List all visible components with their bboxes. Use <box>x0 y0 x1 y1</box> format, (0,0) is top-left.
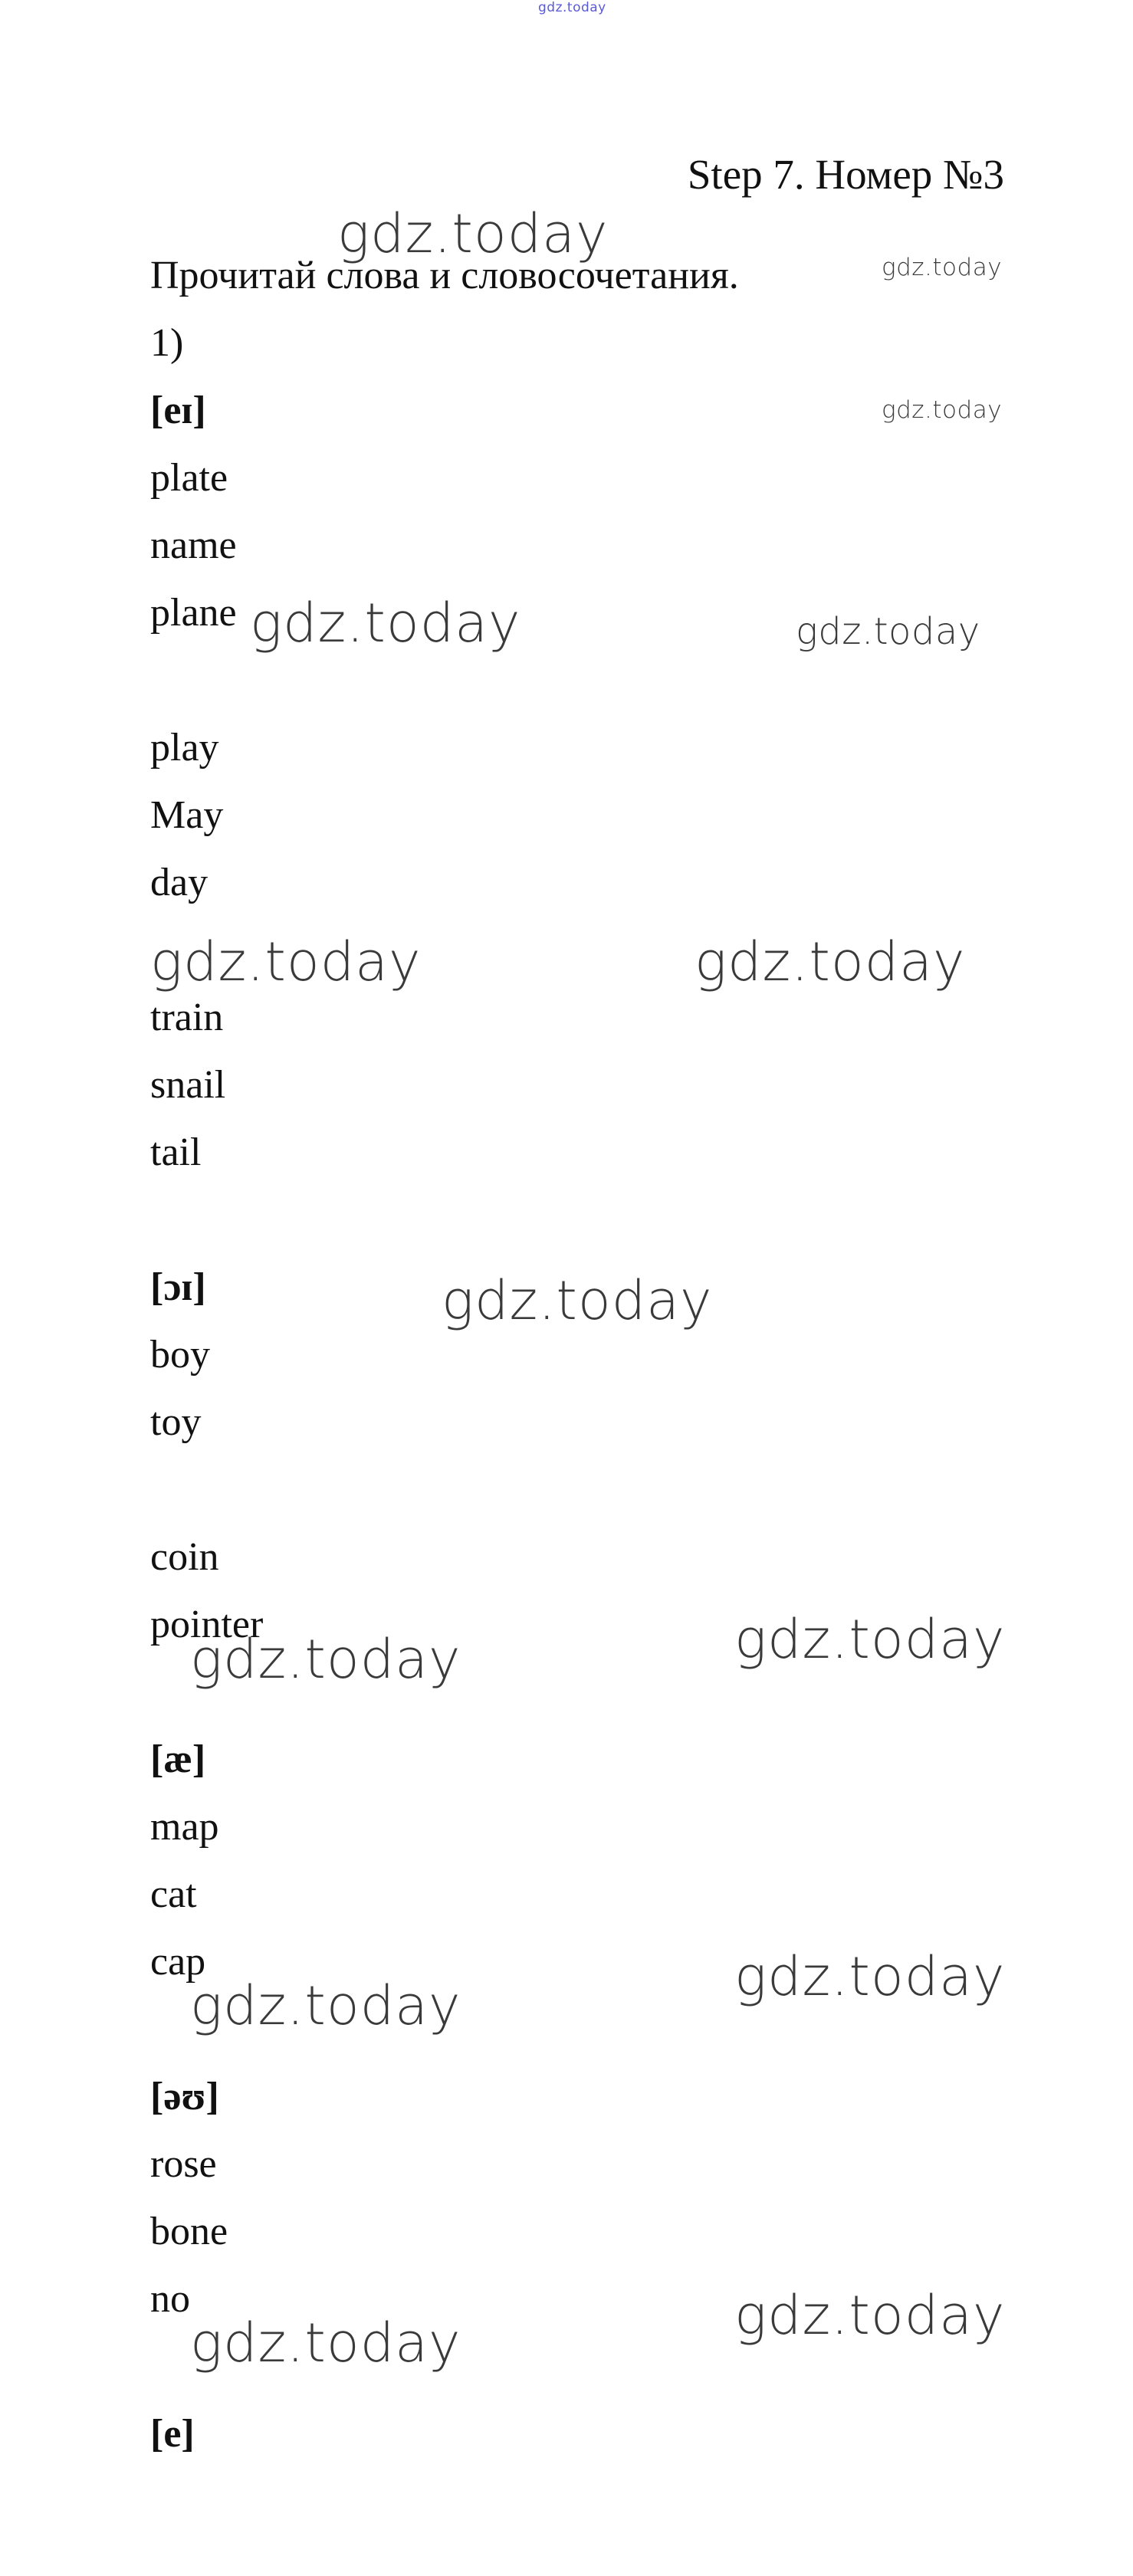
watermark: gdz.today <box>190 1628 461 1691</box>
word-plate: plate <box>150 456 228 500</box>
sound-heading-e: [e] <box>150 2412 195 2456</box>
watermark: gdz.today <box>882 396 1003 424</box>
watermark: gdz.today <box>442 1269 713 1332</box>
instruction-text: Прочитай слова и словосочетания. <box>150 254 739 297</box>
word-map: map <box>150 1805 219 1849</box>
word-cap: cap <box>150 1940 206 1984</box>
watermark: gdz.today <box>150 930 422 993</box>
watermark: gdz.today <box>882 254 1003 281</box>
watermark: gdz.today <box>734 1945 1006 2008</box>
word-boy: boy <box>150 1333 210 1377</box>
word-rose: rose <box>150 2142 217 2186</box>
word-pointer: pointer <box>150 1603 264 1646</box>
top-watermark: gdz.today <box>538 0 606 15</box>
watermark: gdz.today <box>190 2312 461 2374</box>
word-no: no <box>150 2277 190 2321</box>
sound-heading-ei: [eɪ] <box>150 389 206 432</box>
word-name: name <box>150 523 237 567</box>
watermark: gdz.today <box>250 592 521 655</box>
watermark: gdz.today <box>734 1608 1006 1671</box>
sound-heading-ou: [əʊ] <box>150 2075 219 2118</box>
word-snail: snail <box>150 1063 226 1107</box>
word-bone: bone <box>150 2210 228 2253</box>
word-coin: coin <box>150 1535 219 1579</box>
sound-heading-ae: [æ] <box>150 1738 206 1781</box>
word-cat: cat <box>150 1872 197 1916</box>
sound-heading-oi: [ɔɪ] <box>150 1265 206 1309</box>
word-tail: tail <box>150 1130 202 1174</box>
watermark: gdz.today <box>337 202 609 265</box>
page-title: Step 7. Номер №3 <box>687 151 1004 198</box>
word-day: day <box>150 861 209 904</box>
watermark: gdz.today <box>190 1974 461 2037</box>
word-play: play <box>150 726 219 770</box>
word-toy: toy <box>150 1400 202 1444</box>
word-may: May <box>150 793 224 837</box>
word-train: train <box>150 996 224 1039</box>
word-plane: plane <box>150 591 237 635</box>
part-number: 1) <box>150 321 184 365</box>
watermark: gdz.today <box>734 2284 1006 2347</box>
watermark: gdz.today <box>695 930 966 993</box>
watermark: gdz.today <box>796 610 980 653</box>
